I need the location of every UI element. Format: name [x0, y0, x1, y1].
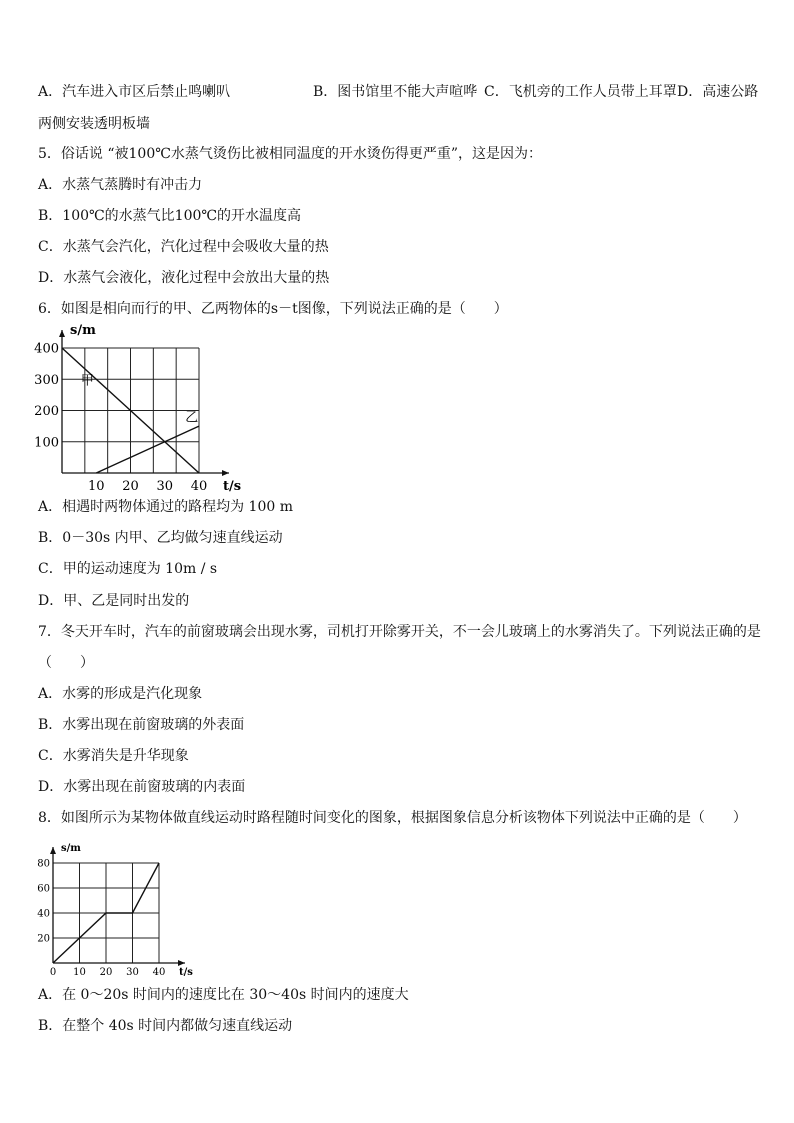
q8-chart-y-axis-arrow — [50, 847, 56, 854]
q6-chart-y-tick: 100 — [34, 435, 59, 451]
q6-st-graph — [30, 325, 240, 495]
q8-chart-x-tick: 0 — [49, 967, 57, 978]
q8-chart-y-tick: 40 — [37, 908, 50, 920]
q6-option-b: B．0－30s 内甲、乙均做匀速直线运动 — [38, 530, 283, 546]
q8-chart-x-axis-arrow — [178, 960, 185, 966]
q8-chart-y-tick: 80 — [37, 858, 50, 870]
q6-option-a: A．相遇时两物体通过的路程均为 100 m — [38, 499, 294, 515]
q7-option-a: A．水雾的形成是汽化现象 — [38, 686, 203, 702]
q6-chart-x-tick: 30 — [156, 479, 174, 494]
q8-st-graph — [28, 836, 208, 981]
q6-option-c: C．甲的运动速度为 10m / s — [38, 561, 218, 577]
q5-option-b: B．100℃的水蒸气比100℃的开水温度高 — [38, 208, 302, 224]
q6-chart-x-label: t/s — [223, 479, 242, 494]
q4-option-d-continued: 两侧安装透明板墙 — [38, 116, 150, 132]
q7-option-b: B．水雾出现在前窗玻璃的外表面 — [38, 717, 245, 733]
q8-option-b: B．在整个 40s 时间内都做匀速直线运动 — [38, 1018, 293, 1034]
q4-option-c: C．飞机旁的工作人员带上耳罩 — [484, 84, 677, 100]
q8-chart-y-tick: 60 — [37, 883, 50, 895]
q8-stem: 8．如图所示为某物体做直线运动时路程随时间变化的图象，根据图象信息分析该物体下列说法中正确的是（ ） — [38, 810, 747, 826]
q8-option-a: A．在 0～20s 时间内的速度比在 30～40s 时间内的速度大 — [38, 987, 409, 1003]
q8-chart-x-tick: 20 — [99, 967, 113, 978]
q8-chart-x-tick: 30 — [126, 967, 139, 978]
q5-option-a: A．水蒸气蒸腾时有冲击力 — [38, 177, 203, 193]
q6-chart-x-tick: 10 — [87, 479, 105, 494]
q6-chart-x-axis-arrow — [222, 470, 229, 476]
q6-chart-series-label-yi: 乙 — [185, 410, 199, 426]
q4-option-b: B．图书馆里不能大声喧哗 — [313, 84, 478, 100]
q6-chart-series-label-jia: 甲 — [80, 373, 94, 389]
q6-chart-x-tick: 40 — [190, 479, 208, 494]
q7-option-c: C．水雾消失是升华现象 — [38, 748, 189, 764]
q6-chart-y-tick: 300 — [34, 372, 59, 388]
q5-option-c: C．水蒸气会汽化，汽化过程中会吸收大量的热 — [38, 239, 329, 255]
q5-option-d: D．水蒸气会液化，液化过程中会放出大量的热 — [38, 270, 330, 286]
q6-stem: 6．如图是相向而行的甲、乙两物体的s－t图像，下列说法正确的是（ ） — [38, 301, 508, 317]
q4-option-a: A．汽车进入市区后禁止鸣喇叭 — [38, 84, 231, 100]
q8-chart-x-tick: 10 — [73, 967, 86, 978]
q6-chart-y-tick: 400 — [34, 341, 59, 357]
q6-chart-y-label: s/m — [70, 323, 96, 338]
q8-chart-y-tick: 20 — [37, 933, 50, 945]
q6-chart-y-axis-arrow — [59, 330, 65, 337]
q6-chart-series-line-2 — [96, 426, 199, 473]
q6-chart-x-tick: 20 — [122, 479, 139, 494]
q8-chart-x-label: t/s — [179, 967, 193, 978]
q8-chart-y-label: s/m — [61, 843, 81, 854]
q4-option-d: D．高速公路 — [677, 84, 759, 100]
q8-chart-x-tick: 40 — [152, 967, 166, 978]
q6-option-d: D．甲、乙是同时出发的 — [38, 593, 190, 609]
q5-stem: 5．俗话说 “被100℃水蒸气烫伤比被相同温度的开水烫伤得更严重”，这是因为： — [38, 146, 543, 162]
q6-chart-y-tick: 200 — [34, 404, 59, 420]
q7-option-d: D．水雾出现在前窗玻璃的内表面 — [38, 779, 246, 795]
q7-stem-continued: （ ） — [38, 655, 94, 671]
q7-stem: 7．冬天开车时，汽车的前窗玻璃会出现水雾，司机打开除雾开关，不一会儿玻璃上的水雾消失了。下列说法正确的是 — [38, 624, 761, 640]
